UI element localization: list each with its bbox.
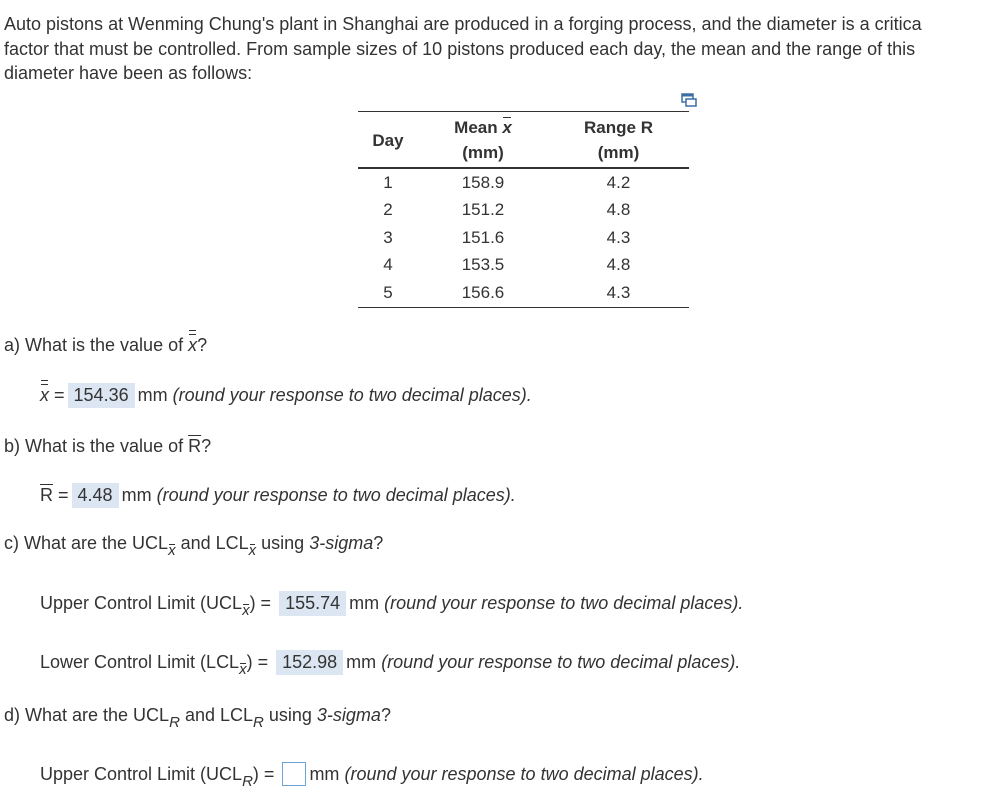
ucl-label: Upper Control Limit (UCL [40,764,243,784]
r-bar-symbol: $\overline{R}$ [40,485,53,505]
answer-b-field[interactable]: 4.48 [72,483,119,508]
x-double-bar-symbol: x [40,385,49,405]
table-row [358,279,689,307]
problem-line-1: Auto pistons at Wenming Chung's plant in Shanghai are produced in a forging process, and the diameter is a critica [4,14,922,34]
problem-line-2: factor that must be controlled. From sample sizes of 10 pistons produced each day, the mean and the range of this [4,38,916,59]
question-d-prompt [4,705,391,731]
answer-c-lcl-field[interactable]: 152.98 [276,650,343,675]
cell-day: 5 [383,282,393,302]
rounding-hint: (round your response to two decimal places). [381,652,741,672]
unit-label: mm [309,764,340,784]
cell-mean: 156.6 [461,282,505,302]
cell-day: 1 [383,172,393,192]
header-range-label: Range R [584,118,653,137]
answer-c-lcl-line [40,650,740,678]
cell-day: 4 [383,255,393,275]
table-row [358,168,689,197]
question-c-prompt [4,533,383,559]
question-d-suffix: ? [380,705,391,725]
answer-a-line [40,383,532,408]
x-bar-subscript: x [242,602,250,619]
header-range-unit: (mm) [597,143,640,162]
lcl-close: ) = [246,652,269,672]
rounding-hint: (round your response to two decimal places). [156,485,516,505]
ucl-close: ) = [249,593,272,613]
x-bar-subscript: x [248,542,257,559]
problem-statement [4,12,922,86]
x-bar-subscript: x [168,542,176,559]
question-c-text: c) What are the UCL [4,533,169,553]
answer-b-line [40,483,516,508]
rounding-hint: (round your response to two decimal places). [344,764,704,784]
answer-d-ucl-input[interactable] [282,762,306,786]
ucl-label: Upper Control Limit (UCL [40,593,243,613]
x-double-bar-symbol: x [188,335,198,355]
unit-label: mm [121,485,152,505]
lcl-label: Lower Control Limit (LCL [40,652,240,672]
header-mean-unit: (mm) [462,143,504,162]
cell-mean: 153.5 [461,255,505,275]
cell-mean: 151.6 [461,227,505,247]
cell-range: 4.3 [606,227,631,247]
r-bar-symbol: $\overline{R}$ [188,436,202,456]
question-c-using: using [261,533,305,553]
question-b-suffix: ? [201,436,212,456]
unit-label: mm [349,593,380,613]
x-bar-subscript: x [239,661,247,678]
table-row [358,197,689,225]
data-table [358,111,689,308]
question-a-prompt [4,335,207,356]
copy-table-icon[interactable] [681,91,697,105]
question-b-prompt [4,436,211,457]
header-day: Day [372,130,404,150]
cell-mean: 158.9 [461,172,505,192]
sigma-label: 3-sigma [316,705,381,725]
unit-label: mm [346,652,377,672]
cell-day: 3 [383,227,393,247]
r-subscript: R [253,714,264,731]
equals-sign: = [54,385,65,405]
cell-range: 4.8 [606,200,631,220]
question-d-text: d) What are the UCL [4,705,170,725]
table-row [358,252,689,280]
r-subscript: R [242,773,253,790]
question-c-and: and LCL [180,533,249,553]
ucl-close: ) = [252,764,275,784]
cell-day: 2 [383,200,393,220]
cell-range: 4.3 [606,282,631,302]
table-row [358,224,689,252]
question-a-text: a) What is the value of [4,335,184,355]
rounding-hint: (round your response to two decimal places). [172,385,532,405]
header-mean-label: Mean [454,118,498,137]
header-range [548,112,689,169]
question-d-and: and LCL [184,705,253,725]
answer-a-field[interactable]: 154.36 [68,383,135,408]
question-b-text: b) What is the value of [4,436,184,456]
cell-range: 4.2 [606,172,631,192]
sigma-label: 3-sigma [309,533,374,553]
equals-sign: = [58,485,69,505]
table-header-row [358,112,689,169]
question-d-using: using [268,705,312,725]
r-subscript: R [169,714,180,731]
problem-line-3: diameter have been as follows: [4,63,253,83]
cell-range: 4.8 [606,255,631,275]
cell-mean: 151.2 [461,200,505,220]
header-mean [418,112,548,169]
header-mean-symbol: x [502,115,511,140]
answer-c-ucl-line [40,591,743,619]
question-a-suffix: ? [197,335,208,355]
answer-d-ucl-line [40,762,704,790]
answer-c-ucl-field[interactable]: 155.74 [279,591,346,616]
question-c-suffix: ? [373,533,384,553]
rounding-hint: (round your response to two decimal places). [384,593,744,613]
unit-label: mm [137,385,168,405]
